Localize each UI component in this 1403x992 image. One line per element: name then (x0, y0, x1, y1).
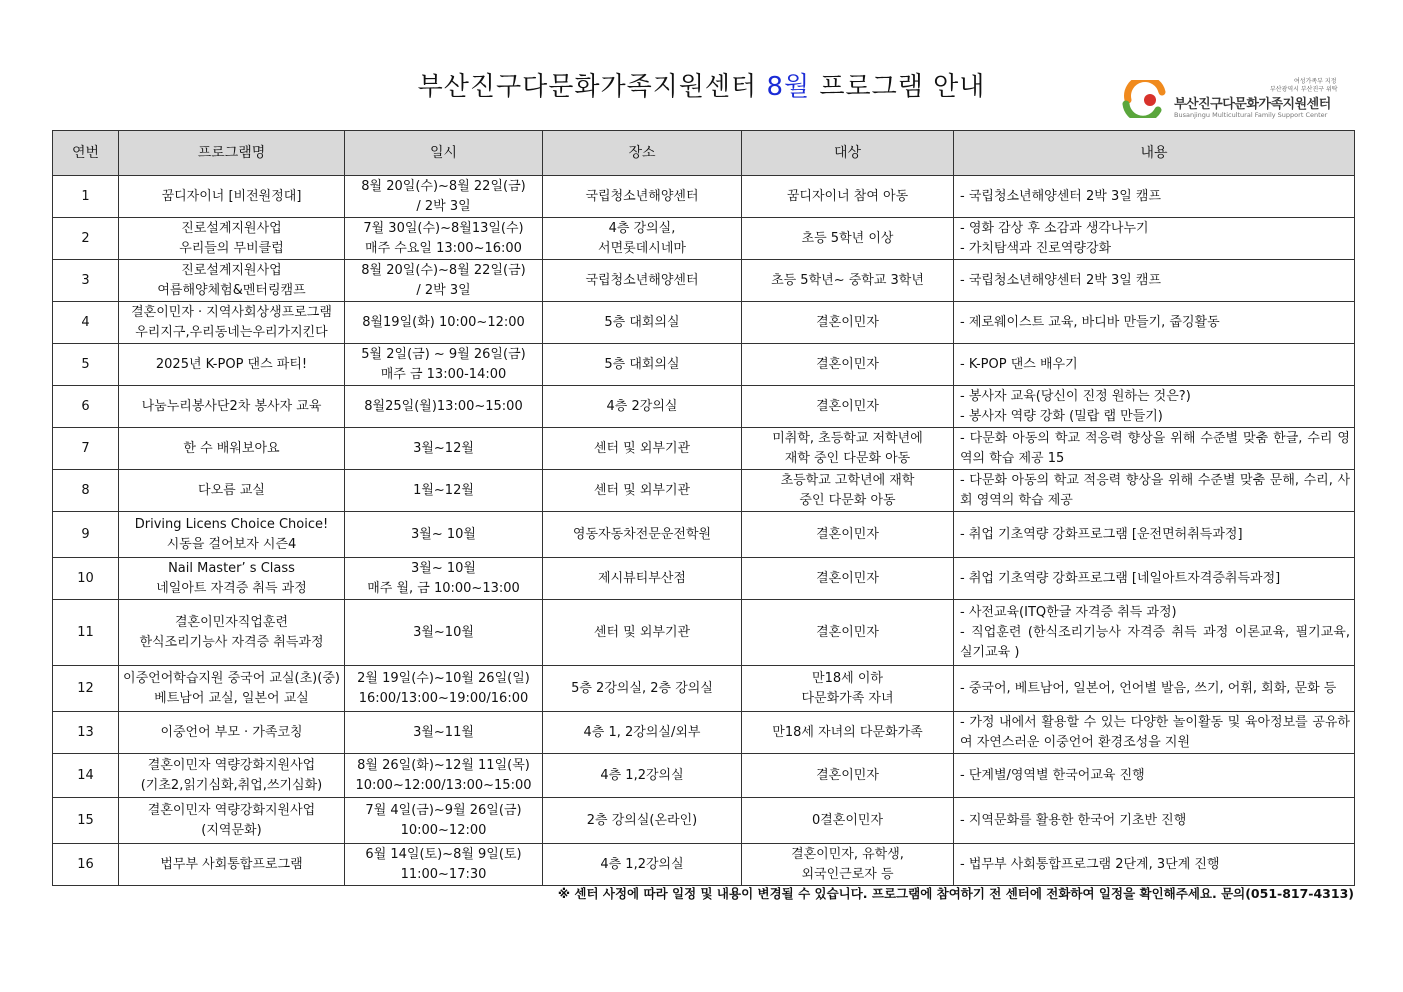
cell-program-name (119, 712, 345, 754)
cell-target (742, 302, 954, 344)
cell-content (954, 344, 1355, 386)
cell-date-line: 2월 19일(수)~10월 26일(일) (357, 670, 530, 686)
cell-program-name (119, 666, 345, 712)
cell-target (742, 754, 954, 798)
cell-target-line: 결혼이민자 (816, 356, 879, 372)
cell-content-line: - 법무부 사회통합프로그램 2단계, 3단계 진행 (960, 856, 1220, 872)
cell-target-line: 결혼이민자 (816, 767, 879, 783)
cell-program-name-line: 꿈디자이너 [비전원정대] (161, 188, 302, 204)
cell-target (742, 344, 954, 386)
cell-program-name-line: 우리지구,우리동네는우리가지킨다 (135, 324, 328, 340)
cell-content-line: - 국립청소년해양센터 2박 3일 캠프 (960, 188, 1162, 204)
cell-program-name-line: 이중언어 부모 · 가족코칭 (160, 724, 303, 740)
cell-content-line: - 가정 내에서 활용할 수 있는 다양한 놀이활동 및 육아정보를 공유하여 자연스러운 이중언어 환경조성을 지원 (960, 714, 1350, 750)
cell-program-name-line: 결혼이민자 역량강화지원사업 (147, 757, 316, 773)
cell-target-line: 결혼이민자 (816, 624, 879, 640)
cell-target-line: 결혼이민자 (816, 314, 879, 330)
cell-no: 15 (53, 798, 119, 844)
cell-date-line: 매주 월, 금 10:00~13:00 (367, 580, 520, 596)
cell-program-name (119, 754, 345, 798)
cell-date-line: / 2박 3일 (416, 198, 471, 214)
table-row (53, 260, 1355, 302)
cell-no: 9 (53, 512, 119, 558)
cell-place (543, 600, 742, 666)
cell-place (543, 260, 742, 302)
cell-target (742, 844, 954, 886)
cell-no: 2 (53, 218, 119, 260)
cell-content-line: - 봉사자 역량 강화 (밀랍 랩 만들기) (960, 408, 1163, 424)
header-program-name: 프로그램명 (119, 131, 345, 176)
cell-date-line: 10:00~12:00 (400, 822, 487, 838)
cell-target-line: 외국인근로자 등 (801, 866, 894, 882)
cell-content-line: - 봉사자 교육(당신이 진정 원하는 것은?) (960, 388, 1191, 404)
cell-program-name-line: 결혼이민자직업훈련 (174, 614, 289, 630)
cell-program-name-line: 나눔누리봉사단2차 봉사자 교육 (141, 398, 322, 414)
cell-no: 11 (53, 600, 119, 666)
cell-date-line: 3월~ 10월 (411, 560, 476, 576)
cell-program-name (119, 260, 345, 302)
cell-target (742, 260, 954, 302)
cell-date-line: 8월25일(월)13:00~15:00 (364, 398, 523, 414)
cell-content-line: - 가치탐색과 진로역량강화 (960, 240, 1112, 256)
logo-name: 부산진구다문화가족지원센터 (1174, 97, 1331, 112)
cell-target-line: 중인 다문화 아동 (799, 492, 896, 508)
cell-target-line: 0결혼이민자 (811, 812, 884, 828)
cell-target-line: 만18세 이하 (812, 670, 883, 686)
cell-program-name (119, 302, 345, 344)
cell-program-name-line: 한 수 배워보아요 (183, 440, 280, 456)
cell-content (954, 302, 1355, 344)
cell-date (345, 218, 543, 260)
cell-place (543, 428, 742, 470)
cell-place (543, 470, 742, 512)
cell-target-line: 결혼이민자 (816, 398, 879, 414)
cell-place (543, 302, 742, 344)
cell-content-line: - 국립청소년해양센터 2박 3일 캠프 (960, 272, 1162, 288)
cell-place-line: 영동자동차전문운전학원 (572, 526, 712, 542)
header-date: 일시 (345, 131, 543, 176)
cell-place (543, 754, 742, 798)
cell-date (345, 558, 543, 600)
cell-target-line: 결혼이민자 (816, 570, 879, 586)
cell-date (345, 512, 543, 558)
cell-program-name-line: 다오름 교실 (198, 482, 265, 498)
cell-date-line: 16:00/13:00~19:00/16:00 (358, 690, 529, 706)
cell-no: 12 (53, 666, 119, 712)
cell-content (954, 428, 1355, 470)
cell-no: 7 (53, 428, 119, 470)
cell-date (345, 302, 543, 344)
cell-no: 8 (53, 470, 119, 512)
cell-date-line: 5월 2일(금) ~ 9월 26일(금) (361, 346, 526, 362)
table-row (53, 666, 1355, 712)
table-row (53, 754, 1355, 798)
cell-date-line: 8월 20일(수)~8월 22일(금) (361, 262, 526, 278)
cell-place-line: 4층 1, 2강의실/외부 (583, 724, 701, 740)
cell-content (954, 260, 1355, 302)
cell-program-name-line: 베트남어 교실, 일본어 교실 (154, 690, 309, 706)
cell-place (543, 218, 742, 260)
cell-content-line: - 영화 감상 후 소감과 생각나누기 (960, 220, 1149, 236)
cell-date-line: 매주 수요일 13:00~16:00 (365, 240, 522, 256)
table-row (53, 712, 1355, 754)
cell-target (742, 218, 954, 260)
cell-target-line: 결혼이민자 (816, 526, 879, 542)
cell-target (742, 428, 954, 470)
cell-place (543, 666, 742, 712)
cell-program-name-line: Nail Master’ s Class (168, 560, 295, 576)
cell-program-name (119, 512, 345, 558)
cell-date-line: 3월~10월 (413, 624, 474, 640)
cell-place-line: 서면롯데시네마 (598, 240, 686, 256)
cell-date (345, 344, 543, 386)
cell-no: 6 (53, 386, 119, 428)
cell-no: 16 (53, 844, 119, 886)
cell-target (742, 512, 954, 558)
table-row (53, 218, 1355, 260)
cell-program-name-line: 여름해양체험&멘터링캠프 (157, 282, 306, 298)
header-target: 대상 (742, 131, 954, 176)
cell-date-line: 7월 4일(금)~9월 26일(금) (365, 802, 522, 818)
cell-place-line: 4층 2강의실 (606, 398, 678, 414)
cell-date (345, 428, 543, 470)
table-body (53, 176, 1355, 886)
cell-target-line: 미취학, 초등학교 저학년에 (772, 430, 923, 446)
cell-target (742, 666, 954, 712)
cell-program-name-line: 진로설계지원사업 (181, 262, 282, 278)
header-content: 내용 (954, 131, 1355, 176)
footer-note: ※ 센터 사정에 따라 일정 및 내용이 변경될 수 있습니다. 프로그램에 참여하기 전 센터에 전화하여 일정을 확인해주세요. 문의(051-817-4313) (557, 886, 1354, 901)
cell-target (742, 470, 954, 512)
table-row (53, 344, 1355, 386)
cell-date-line: 6월 14일(토)~8월 9일(토) (365, 846, 522, 862)
cell-place-line: 5층 2강의실, 2층 강의실 (571, 680, 713, 696)
cell-content (954, 470, 1355, 512)
cell-target (742, 712, 954, 754)
cell-content-line: - 지역문화를 활용한 한국어 기초반 진행 (960, 812, 1187, 828)
cell-content (954, 844, 1355, 886)
logo-designation: 여성가족부 지정 (1294, 78, 1337, 85)
cell-place-line: 센터 및 외부기관 (593, 482, 691, 498)
cell-content-line: - 취업 기초역량 강화프로그램 [네일아트자격증취득과정] (960, 570, 1281, 586)
cell-place-line: 국립청소년해양센터 (585, 272, 699, 288)
cell-date (345, 798, 543, 844)
center-logo (1122, 76, 1354, 126)
cell-program-name-line: 네일아트 자격증 취득 과정 (156, 580, 307, 596)
cell-program-name (119, 344, 345, 386)
cell-content-line: - 중국어, 베트남어, 일본어, 언어별 발음, 쓰기, 어휘, 회화, 문화 등 (960, 680, 1337, 696)
cell-program-name-line: (기초2,읽기심화,취업,쓰기심화) (140, 777, 323, 793)
cell-place (543, 176, 742, 218)
cell-target-line: 초등학교 고학년에 재학 (780, 472, 915, 488)
cell-program-name (119, 176, 345, 218)
cell-content-line: - K-POP 댄스 배우기 (960, 356, 1078, 372)
logo-english-name: Busanjingu Multicultural Family Support Center (1174, 111, 1328, 119)
cell-date-line: 11:00~17:30 (400, 866, 487, 882)
logo-commission: 부산광역시 부산진구 위탁 (1270, 86, 1338, 93)
cell-content (954, 798, 1355, 844)
cell-place (543, 386, 742, 428)
cell-program-name-line: 결혼이민자 역량강화지원사업 (147, 802, 316, 818)
cell-date-line: 8월 20일(수)~8월 22일(금) (361, 178, 526, 194)
cell-place-line: 센터 및 외부기관 (593, 440, 691, 456)
cell-target-line: 초등 5학년~ 중학교 3학년 (771, 272, 924, 288)
cell-place (543, 512, 742, 558)
cell-content (954, 386, 1355, 428)
cell-date (345, 666, 543, 712)
cell-place-line: 센터 및 외부기관 (593, 624, 691, 640)
cell-no: 5 (53, 344, 119, 386)
cell-place (543, 712, 742, 754)
cell-content (954, 666, 1355, 712)
cell-content (954, 558, 1355, 600)
cell-program-name-line: 시동을 걸어보자 시즌4 (166, 536, 297, 552)
cell-target (742, 600, 954, 666)
cell-content-line: - 직업훈련 (한식조리기능사 자격증 취득 과정 이론교육, 필기교육, 실기교육 ) (960, 624, 1350, 660)
table-row (53, 512, 1355, 558)
cell-target-line: 다문화가족 자녀 (801, 690, 894, 706)
cell-program-name (119, 558, 345, 600)
cell-place-line: 제시뷰티부산점 (598, 570, 686, 586)
cell-date (345, 386, 543, 428)
cell-date (345, 712, 543, 754)
cell-content (954, 600, 1355, 666)
center-logo-icon (1122, 80, 1168, 118)
cell-target-line: 만18세 자녀의 다문화가족 (772, 724, 923, 740)
table-header-row (53, 131, 1355, 176)
cell-content-line: - 취업 기초역량 강화프로그램 [운전면허취득과정] (960, 526, 1243, 542)
cell-date-line: 3월~12월 (413, 440, 474, 456)
cell-program-name-line: 결혼이민자 · 지역사회상생프로그램 (131, 304, 332, 320)
cell-date-line: 3월~11월 (413, 724, 474, 740)
cell-program-name-line: 이중언어학습지원 중국어 교실(초)(중) (123, 670, 340, 686)
cell-date-line: 10:00~12:00/13:00~15:00 (355, 777, 532, 793)
cell-program-name (119, 428, 345, 470)
cell-date-line: 3월~ 10월 (411, 526, 476, 542)
cell-place-line: 5층 대회의실 (604, 356, 680, 372)
cell-date-line: 8월 26일(화)~12월 11일(목) (357, 757, 530, 773)
cell-program-name-line: 2025년 K-POP 댄스 파티! (155, 356, 308, 372)
cell-target-line: 꿈디자이너 참여 아동 (786, 188, 909, 204)
cell-program-name (119, 844, 345, 886)
cell-date (345, 176, 543, 218)
cell-place-line: 5층 대회의실 (604, 314, 680, 330)
cell-program-name-line: 진로설계지원사업 (181, 220, 282, 236)
header-place: 장소 (543, 131, 742, 176)
cell-program-name (119, 386, 345, 428)
cell-program-name-line: 법무부 사회통합프로그램 (160, 856, 303, 872)
cell-target-line: 결혼이민자, 유학생, (791, 846, 904, 862)
cell-date-line: 8월19일(화) 10:00~12:00 (362, 314, 525, 330)
cell-target (742, 558, 954, 600)
cell-program-name-line: 우리들의 무비클럽 (179, 240, 284, 256)
cell-date (345, 470, 543, 512)
cell-content-line: - 제로웨이스트 교육, 바디바 만들기, 줍깅활동 (960, 314, 1220, 330)
cell-program-name (119, 798, 345, 844)
title-suffix: 프로그램 안내 (819, 72, 986, 102)
cell-content (954, 754, 1355, 798)
cell-place (543, 558, 742, 600)
cell-no: 10 (53, 558, 119, 600)
cell-date-line: 7월 30일(수)~8월13일(수) (363, 220, 524, 236)
cell-place-line: 4층 강의실, (608, 220, 676, 236)
cell-program-name-line: (지역문화) (201, 822, 262, 838)
cell-program-name (119, 600, 345, 666)
cell-target-line: 초등 5학년 이상 (801, 230, 894, 246)
cell-program-name-line: Driving Licens Choice Choice! (134, 516, 329, 532)
table-row (53, 600, 1355, 666)
cell-date-line: 1월~12월 (413, 482, 474, 498)
cell-no: 14 (53, 754, 119, 798)
cell-place (543, 344, 742, 386)
cell-content (954, 176, 1355, 218)
cell-no: 1 (53, 176, 119, 218)
cell-date (345, 600, 543, 666)
cell-place-line: 4층 1,2강의실 (600, 856, 684, 872)
cell-date (345, 844, 543, 886)
cell-content-line: - 단계별/영역별 한국어교육 진행 (960, 767, 1145, 783)
cell-content (954, 712, 1355, 754)
cell-program-name (119, 470, 345, 512)
cell-content-line: - 다문화 아동의 학교 적응력 향상을 위해 수준별 맞춤 문해, 수리, 사회 영역의 학습 제공 (960, 472, 1350, 508)
cell-target (742, 798, 954, 844)
cell-program-name (119, 218, 345, 260)
cell-place-line: 2층 강의실(온라인) (586, 812, 698, 828)
cell-target-line: 재학 중인 다문화 아동 (784, 450, 911, 466)
cell-date (345, 754, 543, 798)
table-row (53, 470, 1355, 512)
cell-date (345, 260, 543, 302)
title-prefix: 부산진구다문화가족지원센터 (417, 72, 758, 102)
table-row (53, 798, 1355, 844)
cell-no: 3 (53, 260, 119, 302)
title-month: 8월 (766, 72, 811, 102)
header-no: 연번 (53, 131, 119, 176)
table-row (53, 558, 1355, 600)
table-row (53, 386, 1355, 428)
table-row (53, 844, 1355, 886)
table-row (53, 428, 1355, 470)
cell-place-line: 국립청소년해양센터 (585, 188, 699, 204)
cell-content-line: - 사전교육(ITQ한글 자격증 취득 과정) (960, 604, 1177, 620)
cell-no: 13 (53, 712, 119, 754)
cell-date-line: / 2박 3일 (416, 282, 471, 298)
cell-target (742, 386, 954, 428)
table-row (53, 176, 1355, 218)
cell-content (954, 218, 1355, 260)
cell-content-line: - 다문화 아동의 학교 적응력 향상을 위해 수준별 맞춤 한글, 수리 영역의 학습 제공 15 (960, 430, 1350, 466)
cell-date-line: 매주 금 13:00-14:00 (380, 366, 507, 382)
program-table (52, 130, 1355, 886)
cell-target (742, 176, 954, 218)
cell-place-line: 4층 1,2강의실 (600, 767, 684, 783)
table-row (53, 302, 1355, 344)
cell-no: 4 (53, 302, 119, 344)
cell-place (543, 798, 742, 844)
cell-content (954, 512, 1355, 558)
cell-program-name-line: 한식조리기능사 자격증 취득과정 (139, 634, 324, 650)
cell-place (543, 844, 742, 886)
